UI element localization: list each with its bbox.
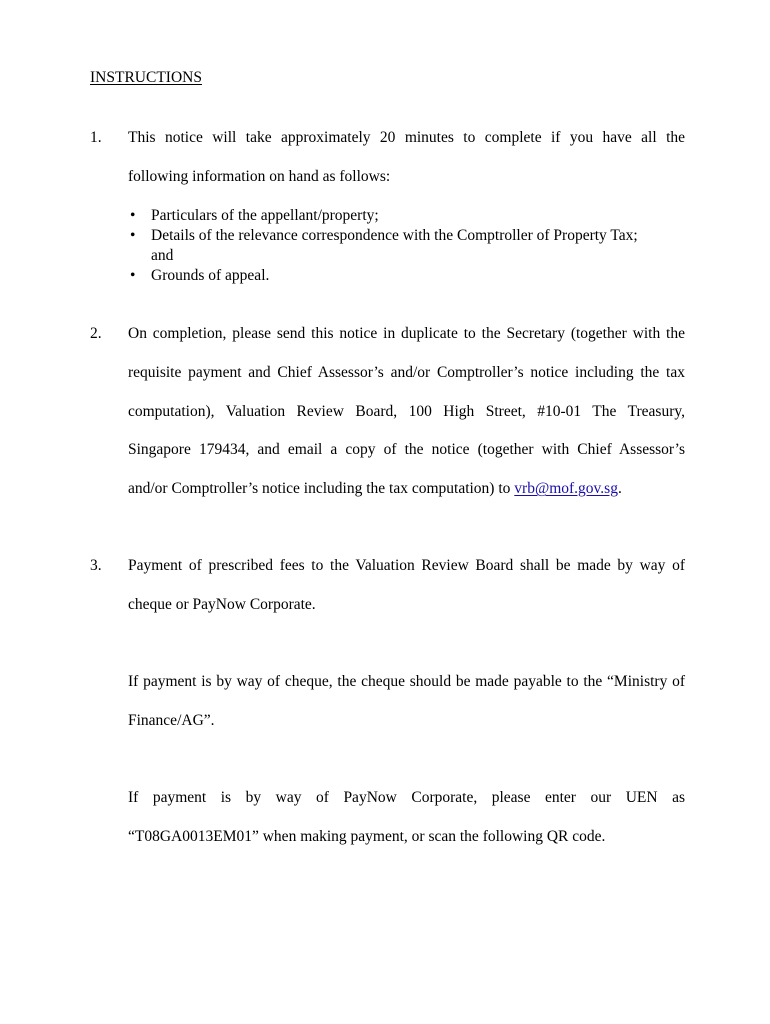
item-2-number: 2. (90, 325, 102, 342)
paynow-line-1: If payment is by way of PayNow Corporate, please enter our UEN as (128, 789, 685, 806)
bullet-text: and (151, 247, 174, 264)
item-1-bullet-list (128, 206, 685, 286)
item-1-line-1: This notice will take approximately 20 minutes to complete if you have all the (128, 129, 685, 146)
item-1-line-2: following information on hand as follows: (128, 168, 391, 185)
bullet-item (128, 226, 685, 246)
bullet-text: Grounds of appeal. (151, 267, 270, 284)
bullet-continuation (128, 246, 685, 266)
bullet-text: Particulars of the appellant/property; (151, 207, 379, 224)
cheque-line-1: If payment is by way of cheque, the cheque should be made payable to the “Ministry of (128, 673, 685, 690)
item-1-number: 1. (90, 129, 102, 146)
bullet-icon: • (130, 207, 136, 224)
bullet-text: Details of the relevance correspondence with the Comptroller of Property Tax; (151, 227, 638, 244)
item-2-line-1: On completion, please send this notice in duplicate to the Secretary (together with the (128, 325, 685, 342)
paynow-line-2: “T08GA0013EM01” when making payment, or scan the following QR code. (128, 828, 606, 845)
item-2-line-5-text: and/or Comptroller’s notice including the tax computation) to (128, 480, 515, 497)
item-3-line-2: cheque or PayNow Corporate. (128, 596, 316, 613)
email-link[interactable]: vrb@mof.gov.sg (514, 480, 618, 497)
item-2-line-5 (128, 479, 685, 499)
bullet-item (128, 206, 685, 226)
item-2-line-3: computation), Valuation Review Board, 100 High Street, #10-01 The Treasury, (128, 403, 685, 420)
item-3-line-1: Payment of prescribed fees to the Valuation Review Board shall be made by way of (128, 557, 685, 574)
bullet-icon: • (130, 227, 136, 244)
item-2-line-4: Singapore 179434, and email a copy of the notice (together with Chief Assessor’s (128, 441, 685, 458)
email-suffix: . (617, 480, 622, 497)
item-2-line-2: requisite payment and Chief Assessor’s and/or Comptroller’s notice including the tax (128, 364, 685, 381)
bullet-icon: • (130, 267, 136, 284)
page-heading: INSTRUCTIONS (90, 69, 202, 86)
item-3-number: 3. (90, 557, 102, 574)
cheque-line-2: Finance/AG”. (128, 712, 215, 729)
bullet-item (128, 266, 685, 286)
